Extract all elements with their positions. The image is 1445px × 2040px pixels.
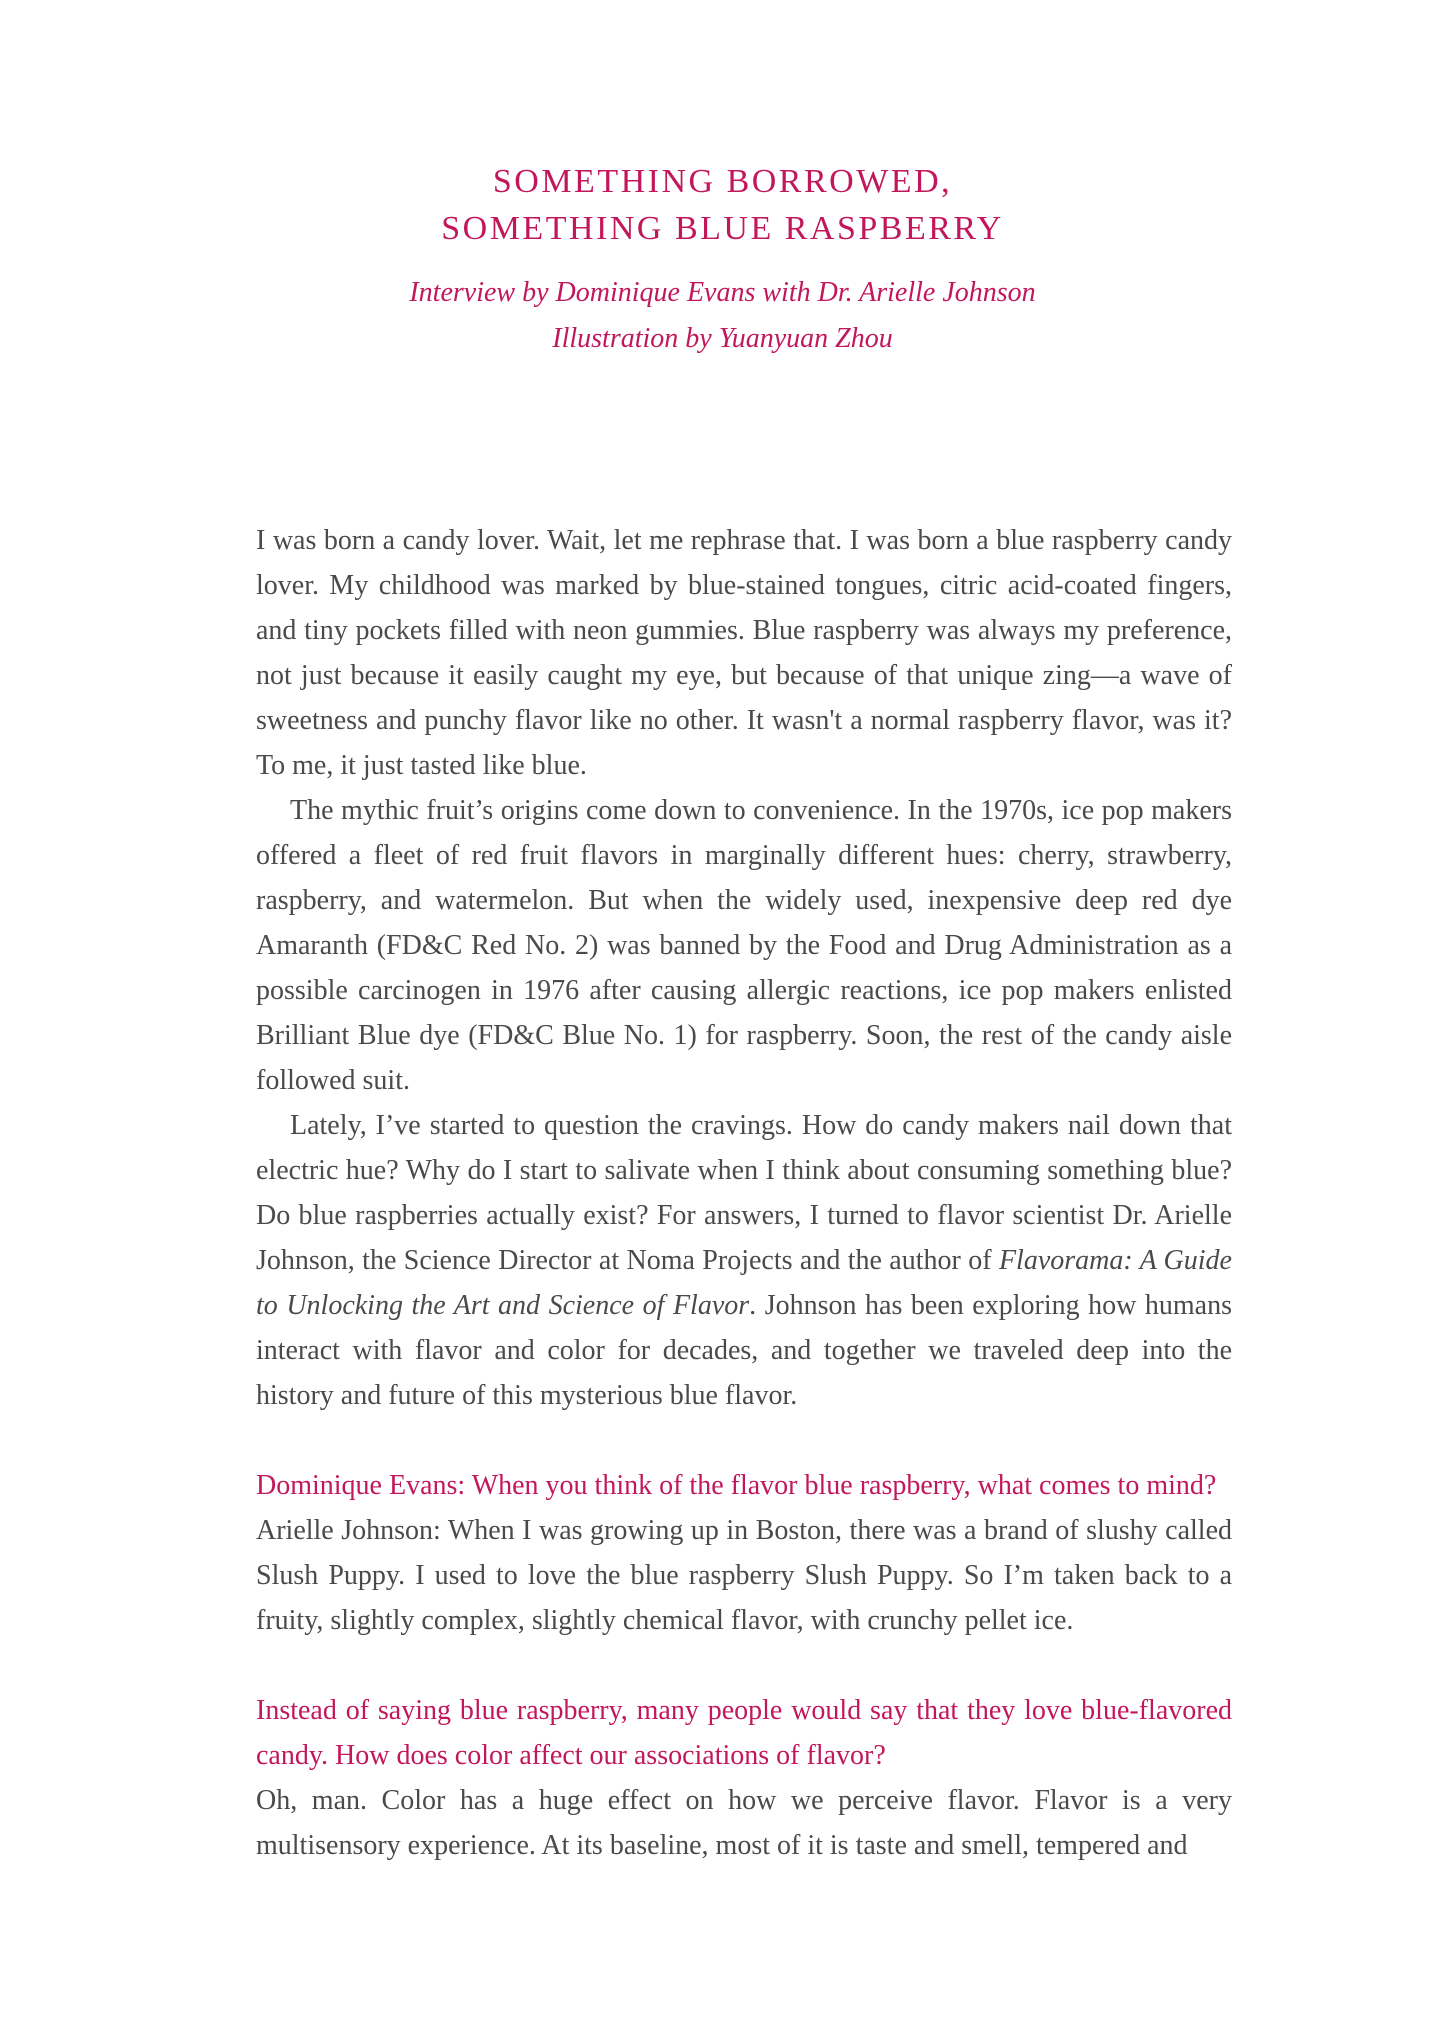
- byline-illustration: Illustration by Yuanyuan Zhou: [552, 323, 893, 354]
- question-1: Dominique Evans: When you think of the flavor blue raspberry, what comes to mind?: [256, 1470, 1217, 1501]
- section-gap: [256, 1418, 1232, 1463]
- intro-paragraph-3-text-a: Lately, I’ve started to question the cravings. How do candy makers nail down that electric hue? Why do I start to salivate when I think about consuming something blue? Do blue raspberries actually exist? For answers, I turned to flavor scientist Dr. Arielle Johnson, the Science Director at Noma Projects and the author of: [256, 1110, 1232, 1276]
- article-body: [256, 518, 1232, 1868]
- intro-paragraph-3-text-b: . Johnson has been exploring how humans interact with flavor and color for decades, and together we traveled deep into the history and future of this mysterious blue flavor.: [256, 1290, 1233, 1411]
- title-line-1: SOMETHING BORROWED,: [492, 163, 953, 200]
- intro-paragraph-3: [256, 1103, 1232, 1418]
- byline: [0, 270, 1445, 362]
- intro-paragraph-2: The mythic fruit’s origins come down to convenience. In the 1970s, ice pop makers offered a fleet of red fruit flavors in marginally different hues: cherry, strawberry, raspberry, and watermelon. But when the widely used, inexpensive deep red dye Amaranth (FD&C Red No. 2) was banned by the Food and Drug Administration as a possible carcinogen in 1976 after causing allergic reactions, ice pop makers enlisted Brilliant Blue dye (FD&C Blue No. 1) for raspberry. Soon, the rest of the candy aisle followed suit.: [256, 795, 1232, 1096]
- title-line-2: SOMETHING BLUE RASPBERRY: [441, 210, 1004, 247]
- intro-paragraph-1: I was born a candy lover. Wait, let me rephrase that. I was born a blue raspberry candy lover. My childhood was marked by blue-stained tongues, citric acid-coated fingers, and tiny pockets filled with neon gummies. Blue raspberry was always my preference, not just because it easily caught my eye, but because of that unique zing—a wave of sweetness and punchy flavor like no other. It wasn't a normal raspberry flavor, was it? To me, it just tasted like blue.: [256, 525, 1232, 781]
- byline-interview: Interview by Dominique Evans with Dr. Arielle Johnson: [409, 277, 1036, 308]
- answer-1: Arielle Johnson: When I was growing up in Boston, there was a brand of slushy called Slush Puppy. I used to love the blue raspberry Slush Puppy. So I’m taken back to a fruity, slightly complex, slightly chemical flavor, with crunchy pellet ice.: [256, 1515, 1232, 1636]
- book-title: Flavorama: A Guide to Unlocking the Art and Science of Flavor: [256, 1245, 1232, 1321]
- question-2: Instead of saying blue raspberry, many people would say that they love blue-flavored candy. How does color affect our associations of flavor?: [256, 1695, 1232, 1771]
- article-title: [0, 158, 1445, 252]
- section-gap: [256, 1643, 1232, 1688]
- answer-2: Oh, man. Color has a huge effect on how we perceive flavor. Flavor is a very multisensory experience. At its baseline, most of it is taste and smell, tempered and: [256, 1785, 1232, 1861]
